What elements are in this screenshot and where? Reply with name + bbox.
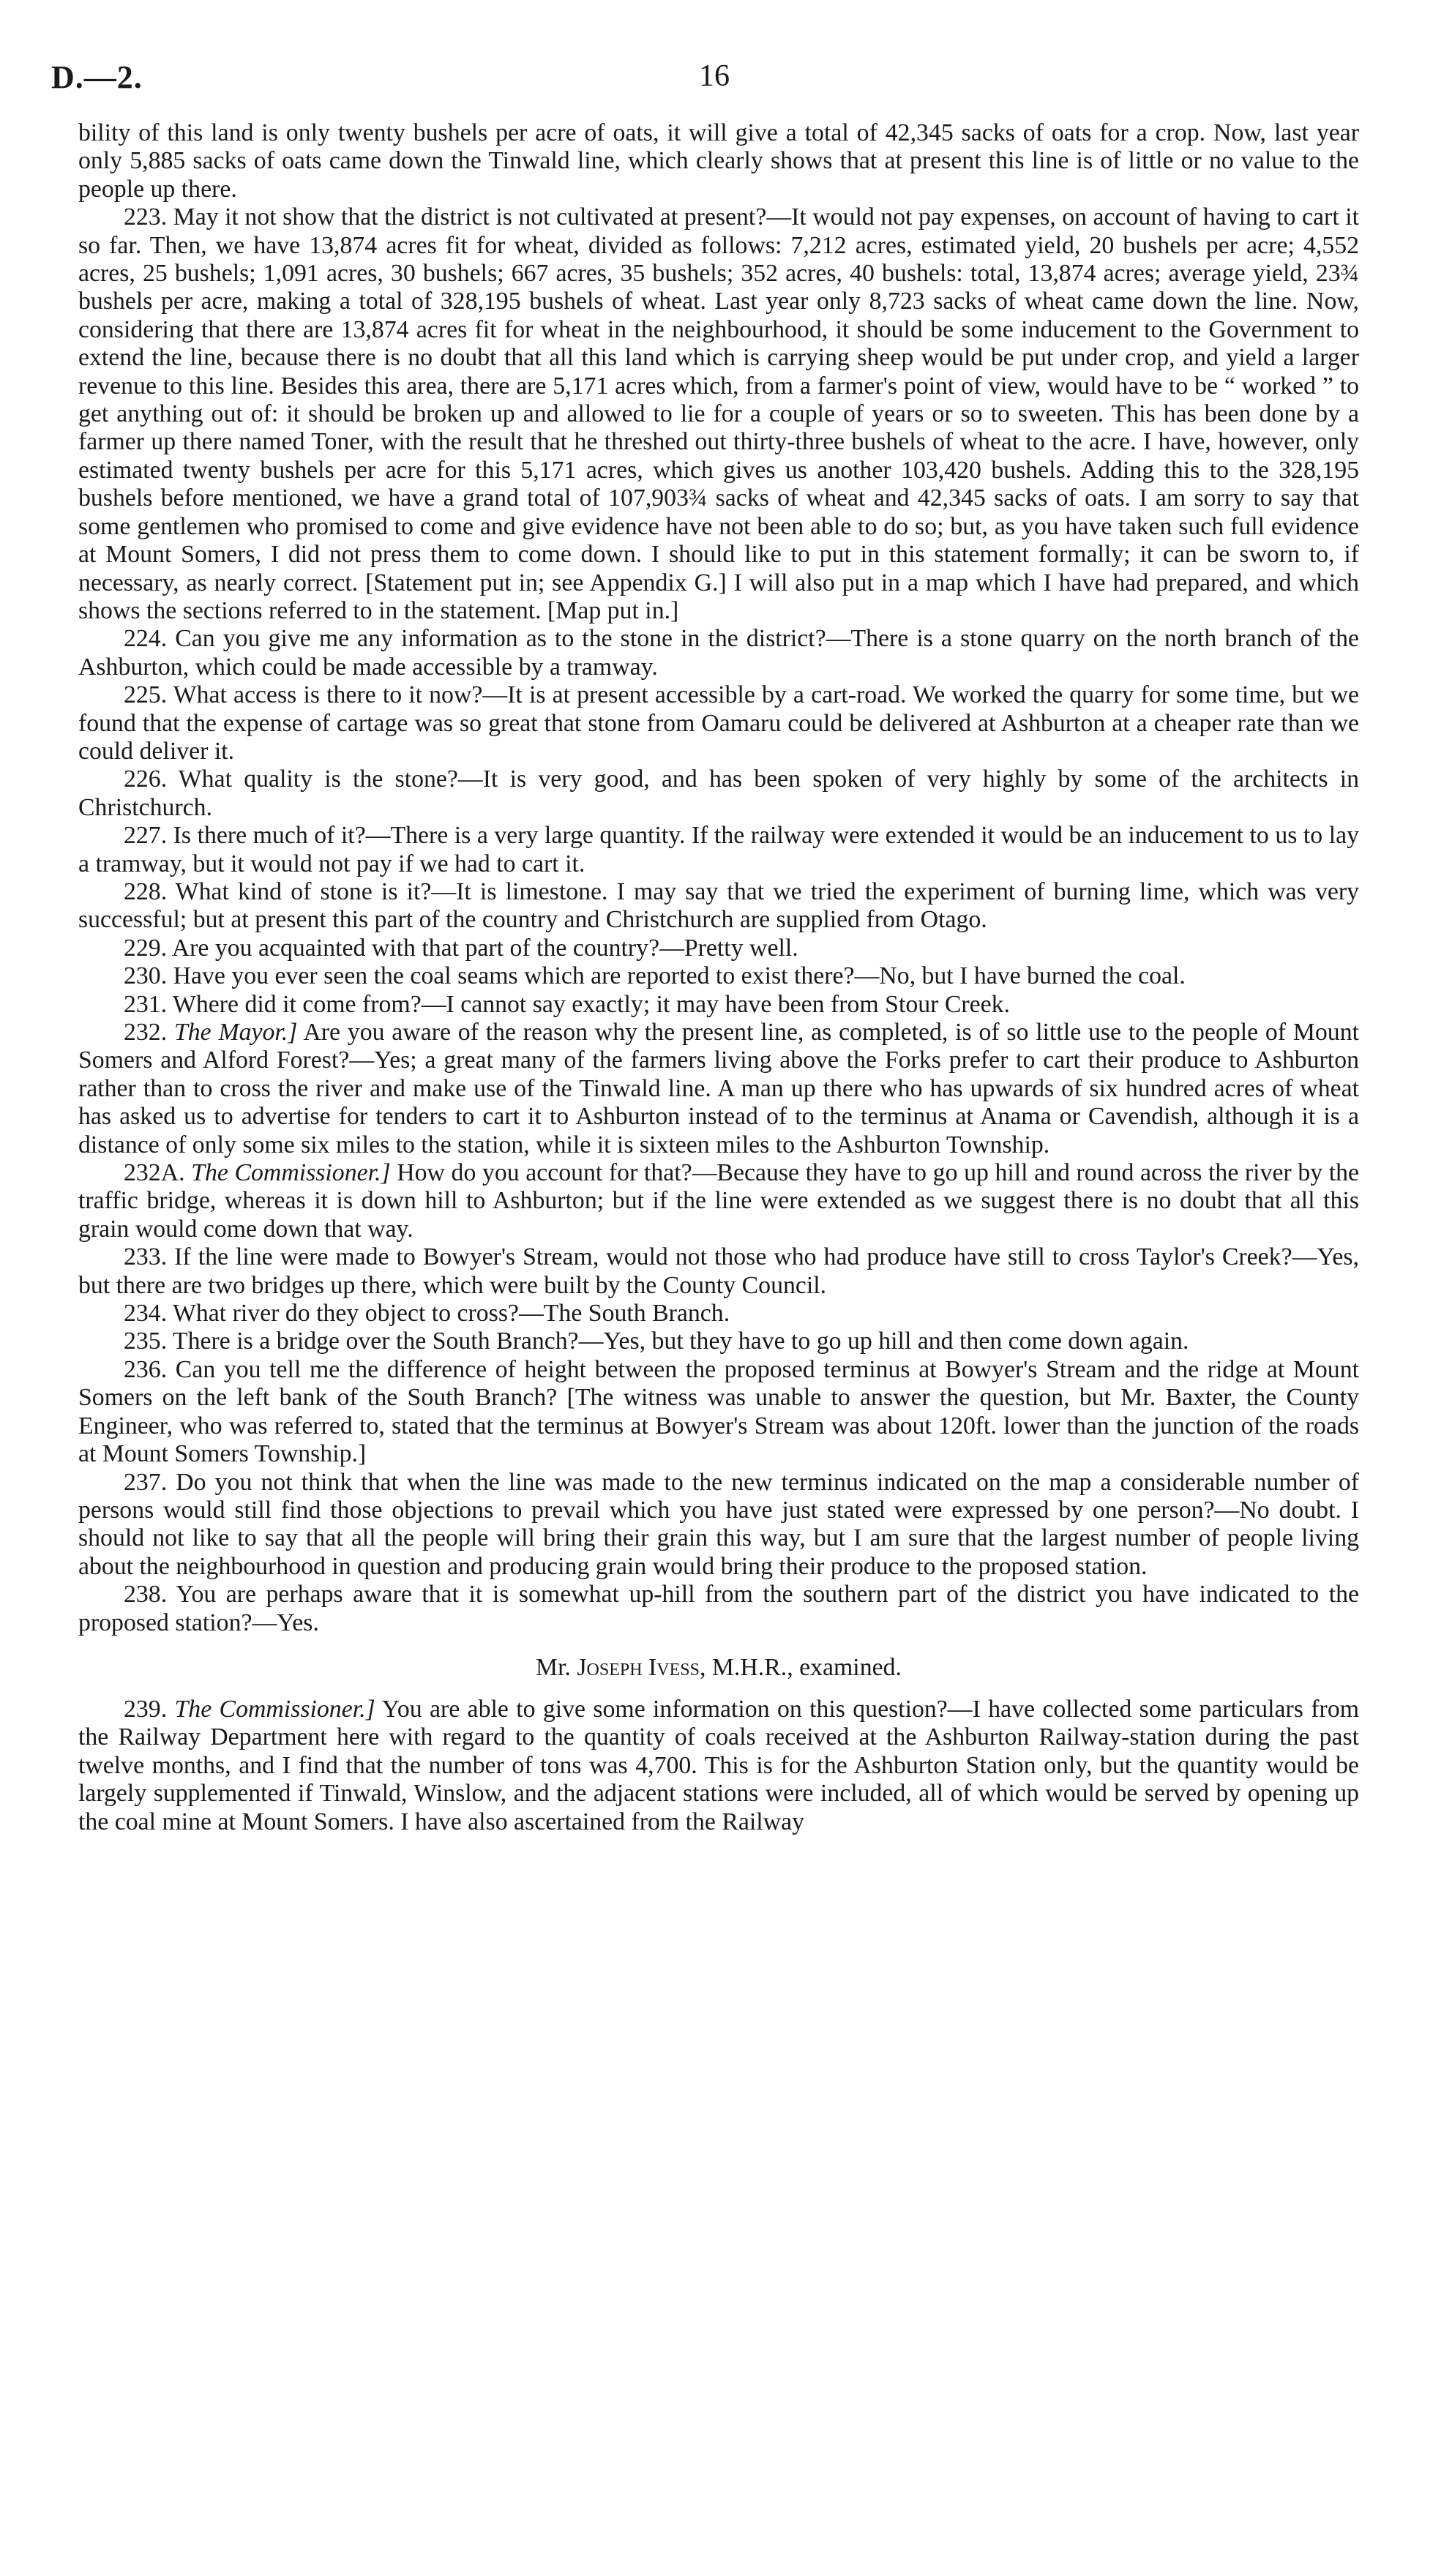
speaker-label: The Commissioner.]: [191, 1159, 391, 1187]
question-235: 235. There is a bridge over the South Branch?—Yes, but they have to go up hill and then come down again.: [124, 1328, 1189, 1355]
question-236: 236. Can you tell me the difference of height between the proposed terminus at Bowyer's Stream and the ridge at Mount Somers on the left bank of the South Branch? [The witness was unable to answer the question, but Mr. Baxter, the County Engineer, who was referred to, stated that the terminus at Bowyer's Stream was about 120ft. lower than the junction of the roads at Mount Somers Township.]: [78, 1355, 1359, 1468]
page-header: [51, 59, 1401, 102]
page-number: 16: [699, 59, 730, 93]
speaker-label: The Mayor.]: [173, 1019, 298, 1046]
speaker-label: The Commissioner.]: [174, 1695, 375, 1723]
question-231: 231. Where did it come from?—I cannot say exactly; it may have been from Stour Creek.: [124, 990, 1010, 1018]
question-234: 234. What river do they object to cross?—The South Branch.: [124, 1300, 730, 1328]
question-237: 237. Do you not think that when the line was made to the new terminus indicated on the map a considerable number of persons would still find those objections to prevail which you have just stated were expressed by one person?—No doubt. I should not like to say that all the people will bring their grain this way, but I am sure that the largest number of people living about the neighbourhood in question and producing grain would bring their produce to the proposed station.: [78, 1468, 1360, 1580]
question-232a: 232A. The Commissioner.] How do you account for that?—Because they have to go up hill and round across the river by the traffic bridge, whereas it is down hill to Ashburton; but if the line were extended as we suggest there is no doubt that all this grain would come down that way.: [78, 1159, 1360, 1243]
question-239: 239. The Commissioner.] You are able to give some information on this question?—I have collected some particulars from the Railway Department here with regard to the quantity of coals received at the Ashburton Railway-station during the past twelve months, and I find that the number of tons was 4,700. This is for the Ashburton Station only, but the quantity would be largely supplemented if Tinwald, Winslow, and the adjacent stations were included, all of which would be served by opening up the coal mine at Mount Somers. I have also ascertained from the Railway: [78, 1695, 1360, 1835]
question-228: 228. What kind of stone is it?—It is limestone. I may say that we tried the experiment of burning lime, which was very successful; but at present this part of the country and Christchurch are supplied from Otago.: [78, 877, 1359, 934]
question-225: 225. What access is there to it now?—It is at present accessible by a cart-road. We worked the quarry for some time, but we found that the expense of cartage was so great that stone from Oamaru could be delivered at Ashburton at a cheaper rate than we could deliver it.: [78, 681, 1359, 765]
question-232: 232. The Mayor.] Are you aware of the reason why the present line, as completed, is of so little use to the people of Mount Somers and Alford Forest?—Yes; a great many of the farmers living above the Forks prefer to cart their produce to Ashburton rather than to cross the river and make use of the Tinwald line. A man up there who has upwards of six hundred acres of wheat has asked us to advertise for tenders to cart it to Ashburton instead of to the terminus at Anama or Cavendish, although it is a distance of only some six miles to the station, while it is sixteen miles to the Ashburton Township.: [78, 1019, 1359, 1158]
question-227: 227. Is there much of it?—There is a very large quantity. If the railway were extended it would be an inducement to us to lay a tramway, but it would not pay if we had to cart it.: [78, 822, 1359, 877]
question-233: 233. If the line were made to Bowyer's Stream, would not those who had produce have still to cross Taylor's Creek?—Yes, but there are two bridges up there, which were built by the County Council.: [78, 1243, 1359, 1299]
document-reference: D.—2.: [51, 59, 143, 95]
body-text: [78, 119, 1359, 1836]
question-224: 224. Can you give me any information as to the stone in the district?—There is a stone quarry on the north branch of the Ashburton, which could be made accessible by a tramway.: [78, 625, 1360, 681]
paragraph-continuation: bility of this land is only twenty bushels per acre of oats, it will give a total of 42,345 sacks of oats for a crop. Now, last year only 5,885 sacks of oats came down the Tinwald line, which clearly shows that at present this line is of little or no value to the people up there.: [78, 119, 1359, 203]
question-229: 229. Are you acquainted with that part of the country?—Pretty well.: [124, 934, 798, 962]
question-223: 223. May it not show that the district is not cultivated at present?—It would not pay expenses, on account of having to cart it so far. Then, we have 13,874 acres fit for wheat, divided as follows: 7,212 acres, estimated yield, 20 bushels per acre; 4,552 acres, 25 bushels; 1,091 acres, 30 bushels; 667 acres, 35 bushels; 352 acres, 40 bushels: total, 13,874 acres; average yield, 23¾ bushels per acre, making a total of 328,195 bushels of wheat. Last year only 8,723 sacks of wheat came down the line. Now, considering that there are 13,874 acres fit for wheat in the neighbourhood, it should be some inducement to the Government to extend the line, because there is no doubt that all this land which is carrying sheep would be put under crop, and yield a larger revenue to this line. Besides this area, there are 5,171 acres which, from a farmer's point of view, would have to be “ worked ” to get anything out of: it should be broken up and allowed to lie for a couple of years or so to sweeten. This has been done by a farmer up there named Toner, with the result that he threshed out thirty-three bushels of wheat to the acre. I have, however, only estimated twenty bushels per acre for this 5,171 acres, which gives us another 103,420 bushels. Adding this to the 328,195 bushels before mentioned, we have a grand total of 107,903¾ sacks of wheat and 42,345 sacks of oats. I am sorry to say that some gentlemen who promised to come and give evidence have not been able to do so; but, as you have taken such full evidence at Mount Somers, I did not press them to come down. I should like to put in this statement formally; it can be sworn to, if necessary, as nearly correct. [Statement put in; see Appendix G.] I will also put in a map which I have had prepared, and which shows the sections referred to in the statement. [Map put in.]: [78, 203, 1359, 624]
witness-name: Joseph Ivess: [577, 1653, 700, 1681]
witness-heading: Mr. Joseph Ivess, M.H.R., examined.: [536, 1653, 902, 1681]
question-238: 238. You are perhaps aware that it is somewhat up-hill from the southern part of the district you have indicated to the proposed station?—Yes.: [78, 1581, 1359, 1636]
question-226: 226. What quality is the stone?—It is very good, and has been spoken of very highly by some of the architects in Christchurch.: [78, 765, 1359, 821]
question-230: 230. Have you ever seen the coal seams which are reported to exist there?—No, but I have burned the coal.: [124, 962, 1186, 990]
